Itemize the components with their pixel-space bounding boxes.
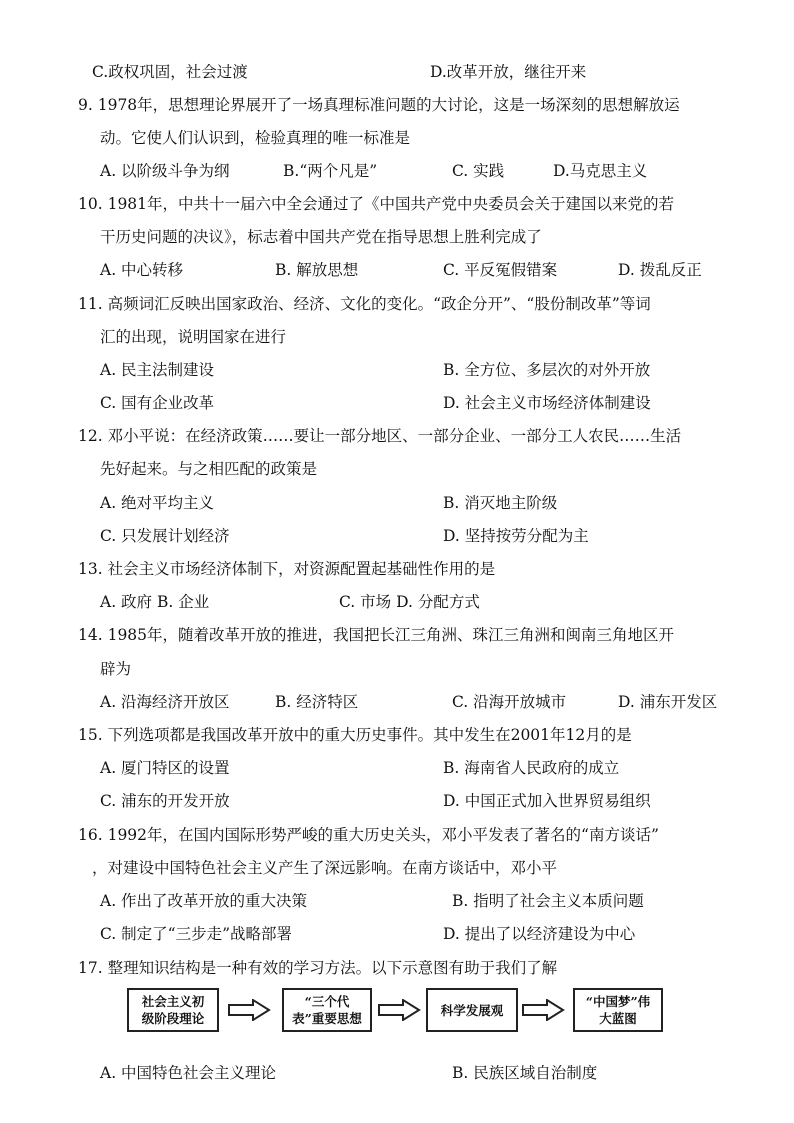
flow-box-chinese-dream (573, 988, 663, 1032)
q16-option-c: C. 制定了“三步走”战略部署 (100, 925, 293, 943)
q9-stem-line1: 9. 1978年，思想理论界展开了一场真理标准问题的大讨论，这是一场深刻的思想解放运 (78, 96, 680, 114)
q10-option-c: C. 平反冤假错案 (443, 261, 558, 279)
q17-option-a: A. 中国特色社会主义理论 (100, 1064, 277, 1082)
q8-option-d: D.改革开放，继往开来 (430, 63, 587, 81)
q9-option-a: A. 以阶级斗争为纲 (100, 162, 230, 180)
right-arrow-icon (227, 999, 271, 1021)
q11-option-c: C. 国有企业改革 (100, 394, 215, 412)
knowledge-flow-diagram (127, 988, 667, 1032)
q15-option-b: B. 海南省人民政府的成立 (443, 759, 620, 777)
q14-option-b: B. 经济特区 (275, 693, 359, 711)
q14-option-a: A. 沿海经济开放区 (100, 693, 230, 711)
q14-option-d: D. 浦东开发区 (618, 693, 718, 711)
q16-stem-line2: ，对建设中国特色社会主义产生了深远影响。在南方谈话中，邓小平 (92, 859, 558, 877)
q13-stem-line1: 13. 社会主义市场经济体制下，对资源配置起基础性作用的是 (78, 560, 496, 578)
q11-stem-line1: 11. 高频词汇反映出国家政治、经济、文化的变化。“政企分开”、“股份制改革”等词 (78, 295, 651, 313)
q12-stem-line1: 12. 邓小平说：在经济政策……要让一部分地区、一部分企业、一部分工人农民……生活 (78, 427, 682, 445)
flow-box-1-label: 社会主义初级阶段理论 (141, 994, 205, 1026)
flow-box-scientific-development (426, 988, 518, 1032)
q16-option-a: A. 作出了改革开放的重大决策 (100, 892, 308, 910)
q10-option-b: B. 解放思想 (275, 261, 359, 279)
q14-option-c: C. 沿海开放城市 (452, 693, 567, 711)
q17-stem-line1: 17. 整理知识结构是一种有效的学习方法。以下示意图有助于我们了解 (78, 959, 558, 977)
q9-option-b: B.“两个凡是” (283, 162, 378, 180)
q11-option-a: A. 民主法制建设 (100, 361, 215, 379)
flow-box-primary-stage-theory (127, 988, 219, 1032)
q16-stem-line1: 16. 1992年，在国内国际形势严峻的重大历史关头，邓小平发表了著名的“南方谈话” (78, 826, 659, 844)
q13-options-ab: A. 政府 B. 企业 (100, 593, 210, 611)
q15-stem-line1: 15. 下列选项都是我国改革开放中的重大历史事件。其中发生在2001年12月的是 (78, 726, 632, 744)
right-arrow-icon (377, 999, 421, 1021)
flow-box-three-represents (282, 988, 372, 1032)
right-arrow-icon (521, 999, 565, 1021)
q11-option-d: D. 社会主义市场经济体制建设 (443, 394, 651, 412)
q9-stem-line2: 动。它使人们认识到，检验真理的唯一标准是 (100, 129, 411, 147)
q12-option-c: C. 只发展计划经济 (100, 527, 230, 545)
flow-box-4-label: “中国梦”伟大蓝图 (585, 994, 651, 1026)
q17-option-b: B. 民族区域自治制度 (452, 1064, 598, 1082)
q8-option-c: C.政权巩固，社会过渡 (92, 63, 248, 81)
q11-stem-line2: 汇的出现，说明国家在进行 (100, 328, 287, 346)
q12-option-a: A. 绝对平均主义 (100, 494, 215, 512)
q10-option-a: A. 中心转移 (100, 261, 184, 279)
q10-stem-line2: 干历史问题的决议》，标志着中国共产党在指导思想上胜利完成了 (100, 228, 542, 246)
q14-stem-line2: 辟为 (100, 660, 132, 678)
q14-stem-line1: 14. 1985年，随着改革开放的推进，我国把长江三角洲、珠江三角洲和闽南三角地区开 (78, 626, 675, 644)
q15-option-c: C. 浦东的开发开放 (100, 792, 230, 810)
q10-stem-line1: 10. 1981年，中共十一届六中全会通过了《中国共产党中央委员会关于建国以来党的若 (78, 195, 675, 213)
q15-option-d: D. 中国正式加入世界贸易组织 (443, 792, 651, 810)
q12-stem-line2: 先好起来。与之相匹配的政策是 (100, 460, 318, 478)
q10-option-d: D. 拨乱反正 (618, 261, 702, 279)
q12-option-d: D. 坚持按劳分配为主 (443, 527, 589, 545)
q16-option-b: B. 指明了社会主义本质问题 (452, 892, 644, 910)
q13-options-cd: C. 市场 D. 分配方式 (339, 593, 480, 611)
q9-option-d: D.马克思主义 (553, 162, 648, 180)
flow-box-2-label: “三个代表”重要思想 (292, 994, 362, 1026)
q16-option-d: D. 提出了以经济建设为中心 (443, 925, 636, 943)
flow-box-3-label: 科学发展观 (440, 1002, 504, 1018)
q15-option-a: A. 厦门特区的设置 (100, 759, 230, 777)
q12-option-b: B. 消灭地主阶级 (443, 494, 558, 512)
q9-option-c: C. 实践 (452, 162, 505, 180)
q11-option-b: B. 全方位、多层次的对外开放 (443, 361, 651, 379)
